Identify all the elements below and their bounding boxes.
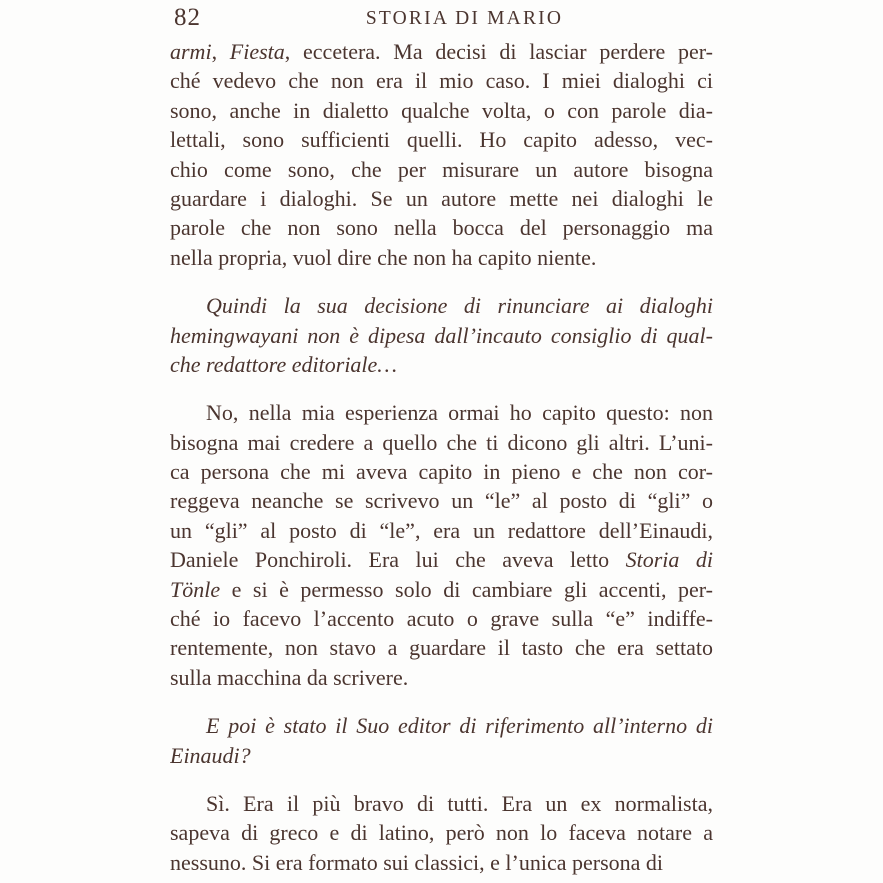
text-segment: rentemente, non stavo a guardare il tasto che era settato <box>170 635 713 661</box>
text-line <box>170 575 713 604</box>
running-head <box>170 4 715 32</box>
text-segment: e si è permesso solo di cambiare gli accenti, per- <box>220 576 713 602</box>
italic-text-segment: Storia di <box>625 547 713 573</box>
text-segment: ché vedevo che non era il mio caso. I miei dialoghi ci <box>170 68 713 94</box>
text-line <box>170 545 713 574</box>
text-segment: lettali, sono sufficienti quelli. Ho capito adesso, vec- <box>170 127 713 153</box>
italic-text-segment: hemingwayani non è dipesa dall’incauto consiglio di qual- <box>170 322 713 348</box>
answer-paragraph-1 <box>170 398 713 692</box>
text-line <box>170 789 713 818</box>
text-line <box>170 633 713 662</box>
page-text <box>170 37 713 883</box>
text-line <box>170 184 713 213</box>
text-line <box>170 96 713 125</box>
text-segment: reggeva neanche se scrivevo un “le” al posto di “gli” o <box>170 488 713 514</box>
answer-paragraph-2 <box>170 789 713 877</box>
text-line <box>170 291 713 320</box>
text-line <box>170 486 713 515</box>
text-segment: Sì. Era il più bravo di tutti. Era un ex normalista, <box>206 790 713 816</box>
text-line <box>170 155 713 184</box>
text-line <box>170 663 713 692</box>
text-line <box>170 350 713 379</box>
text-line <box>170 711 713 740</box>
text-segment: nella propria, vuol dire che non ha capito niente. <box>170 244 597 270</box>
running-title: STORIA DI MARIO <box>365 8 564 29</box>
text-segment: sono, anche in dialetto qualche volta, o con parole dia- <box>170 97 713 123</box>
text-segment: , eccetera. Ma decisi di lasciar perdere per- <box>284 39 713 64</box>
text-segment: ché io facevo l’accento acuto o grave sulla “e” indiffe- <box>170 606 713 632</box>
text-line <box>170 243 713 272</box>
text-line <box>170 125 713 154</box>
page-number: 82 <box>174 4 201 31</box>
text-segment: sapeva di greco e di latino, però non lo faceva notare a <box>170 820 713 846</box>
italic-text-segment: E poi è stato il Suo editor di riferimento all’interno di <box>206 713 713 739</box>
text-segment: No, nella mia esperienza ormai ho capito questo: non <box>206 400 713 426</box>
text-line <box>170 37 713 66</box>
text-line <box>170 428 713 457</box>
text-line <box>170 213 713 242</box>
text-line <box>170 516 713 545</box>
text-line <box>170 398 713 427</box>
interviewer-question-1 <box>170 291 713 379</box>
text-segment: bisogna mai credere a quello che ti dicono gli altri. L’uni- <box>170 429 713 455</box>
text-line <box>170 848 713 877</box>
text-segment: un “gli” al posto di “le”, era un redattore dell’Einaudi, <box>170 517 713 543</box>
text-segment: ca persona che mi aveva capito in pieno e che non cor- <box>170 459 713 485</box>
continuation-paragraph <box>170 37 713 272</box>
text-line <box>170 818 713 847</box>
text-line <box>170 457 713 486</box>
italic-text-segment: che redattore editoriale… <box>170 351 397 377</box>
interviewer-question-2 <box>170 711 713 770</box>
text-segment: guardare i dialoghi. Se un autore mette nei dialoghi le <box>170 185 713 211</box>
text-segment: , <box>211 39 230 64</box>
italic-text-segment: Quindi la sua decisione di rinunciare ai dialoghi <box>206 293 713 319</box>
italic-text-segment: Fiesta <box>229 39 285 64</box>
text-line <box>170 321 713 350</box>
text-segment: Daniele Ponchiroli. Era lui che aveva letto <box>170 547 626 573</box>
italic-text-segment: Einaudi? <box>170 742 251 768</box>
text-segment: nessuno. Si era formato sui classici, e l’unica persona di <box>170 849 664 875</box>
text-line <box>170 66 713 95</box>
text-line <box>170 604 713 633</box>
text-segment: sulla macchina da scrivere. <box>170 664 409 690</box>
italic-text-segment: armi <box>170 39 212 64</box>
text-segment: parole che non sono nella bocca del personaggio ma <box>170 215 713 241</box>
italic-text-segment: Tönle <box>170 576 221 602</box>
text-line <box>170 741 713 770</box>
text-segment: chio come sono, che per misurare un autore bisogna <box>170 156 713 182</box>
